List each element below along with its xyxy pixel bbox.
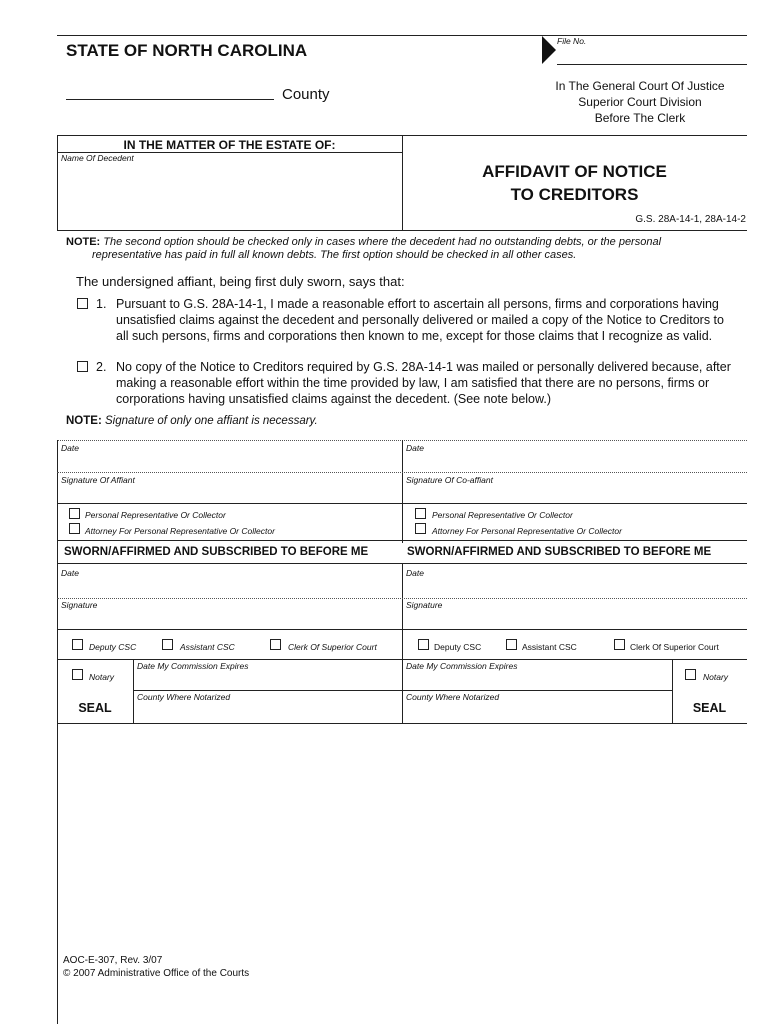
- note-2-text: Signature of only one affiant is necessary.: [104, 415, 318, 427]
- sig-grid-center-divider-1: [402, 440, 403, 543]
- right-commission-label: Date My Commission Expires: [406, 661, 518, 671]
- statute-reference: G.S. 28A-14-1, 28A-14-2: [635, 214, 746, 225]
- rule-before-notary: [57, 659, 747, 660]
- left-date2-field[interactable]: [60, 580, 398, 596]
- rule-after-signature: [57, 503, 747, 504]
- right-signature-label: Signature: [406, 600, 443, 610]
- right-county-notarized-label: County Where Notarized: [406, 692, 500, 702]
- option-2-checkbox[interactable]: [77, 361, 88, 372]
- note-1-text-2: representative has paid in full all known debts. The first option should be checked in all other cases.: [92, 249, 577, 261]
- option-2-line-3: corporations having unsatisfied claims against the decedent. (See note below.): [116, 392, 551, 406]
- right-clerk-checkbox[interactable]: [614, 639, 625, 650]
- left-notary-label: Notary: [89, 672, 115, 682]
- left-deputy-label: Deputy CSC: [89, 642, 137, 652]
- right-notary-label: Notary: [703, 672, 729, 682]
- left-signature-field[interactable]: [60, 612, 398, 626]
- note-1-text-1: The second option should be checked only in cases where the decedent had no outstanding debts, or the personal: [103, 236, 662, 248]
- right-role-1-checkbox[interactable]: [415, 508, 426, 519]
- right-date-label: Date: [406, 443, 424, 453]
- right-role-1-label: Personal Representative Or Collector: [432, 510, 573, 520]
- county-line[interactable]: [66, 99, 274, 100]
- county-label: County: [282, 86, 330, 103]
- right-clerk-label: Clerk Of Superior Court: [630, 642, 719, 652]
- note-2-label: NOTE:: [66, 415, 102, 427]
- left-deputy-checkbox[interactable]: [72, 639, 83, 650]
- right-deputy-checkbox[interactable]: [418, 639, 429, 650]
- rule-after-signature2: [57, 629, 747, 630]
- right-county-notarized-field[interactable]: [405, 704, 667, 720]
- option-2-num: 2.: [96, 360, 107, 374]
- right-seal-label: SEAL: [692, 701, 727, 715]
- right-deputy-label: Deputy CSC: [434, 642, 482, 652]
- option-2-line-2: making a reasonable effort within the time provided by law, I am satisfied that there are no persons, firms or: [116, 376, 710, 390]
- sig-grid-left-border: [57, 440, 58, 1024]
- right-signature-coaffiant-field[interactable]: [405, 487, 743, 501]
- matter-label: IN THE MATTER OF THE ESTATE OF:: [123, 138, 336, 152]
- file-no-line[interactable]: [557, 64, 747, 65]
- rule-after-seal: [57, 723, 747, 724]
- option-2-line-1: No copy of the Notice to Creditors required by G.S. 28A-14-1 was mailed or personally delivered because, after: [116, 360, 731, 374]
- left-date2-label: Date: [61, 568, 79, 578]
- form-title-line-2: TO CREDITORS: [510, 185, 639, 204]
- court-line-2: Superior Court Division: [578, 95, 702, 109]
- form-title: [402, 160, 747, 206]
- right-sworn-heading: SWORN/AFFIRMED AND SUBSCRIBED TO BEFORE ME: [407, 546, 712, 558]
- top-rule: [57, 35, 747, 36]
- option-1-num: 1.: [96, 297, 107, 311]
- left-clerk-label: Clerk Of Superior Court: [288, 642, 377, 652]
- right-assistant-label: Assistant CSC: [522, 642, 577, 652]
- court-line-1: In The General Court Of Justice: [555, 79, 725, 93]
- rule-after-sworn: [57, 563, 747, 564]
- left-date-field[interactable]: [60, 455, 398, 471]
- option-1-line-2: unsatisfied claims against the decedent and personally delivered or mailed a copy of the Notice to Creditors to: [116, 313, 724, 327]
- left-sworn-heading: SWORN/AFFIRMED AND SUBSCRIBED TO BEFORE ME: [64, 546, 369, 558]
- left-clerk-checkbox[interactable]: [270, 639, 281, 650]
- right-assistant-checkbox[interactable]: [506, 639, 517, 650]
- note-1: [66, 236, 746, 262]
- left-notary-checkbox[interactable]: [72, 669, 83, 680]
- file-no-label: File No.: [557, 36, 587, 46]
- rule-after-date2: [57, 598, 747, 599]
- form-title-line-1: AFFIDAVIT OF NOTICE: [482, 162, 667, 181]
- option-1-checkbox[interactable]: [77, 298, 88, 309]
- arrow-marker-icon: [540, 36, 558, 64]
- left-commission-field[interactable]: [137, 673, 399, 687]
- left-assistant-checkbox[interactable]: [162, 639, 173, 650]
- note-1-label: NOTE:: [66, 236, 101, 248]
- note-2: [66, 415, 318, 427]
- sig-grid-center-divider-2: [402, 563, 403, 723]
- copyright: © 2007 Administrative Office of the Courts: [63, 968, 250, 979]
- right-commission-rule: [402, 690, 672, 691]
- right-notary-checkbox[interactable]: [685, 669, 696, 680]
- state-heading: STATE OF NORTH CAROLINA: [66, 41, 308, 60]
- left-seal-label: SEAL: [78, 701, 112, 715]
- left-role-2-checkbox[interactable]: [69, 523, 80, 534]
- right-role-2-checkbox[interactable]: [415, 523, 426, 534]
- left-commission-rule: [133, 690, 402, 691]
- right-commission-field[interactable]: [405, 673, 667, 687]
- option-2-text: [116, 359, 746, 407]
- right-signature-coaffiant-label: Signature Of Co-affiant: [406, 475, 493, 485]
- right-role-2-label: Attorney For Personal Representative Or Collector: [432, 526, 622, 536]
- option-1-text: [116, 296, 746, 344]
- court-line-3: Before The Clerk: [594, 111, 686, 125]
- left-county-notarized-label: County Where Notarized: [137, 692, 231, 702]
- left-role-1-checkbox[interactable]: [69, 508, 80, 519]
- left-signature-affiant-field[interactable]: [60, 487, 398, 501]
- left-role-2-label: Attorney For Personal Representative Or Collector: [85, 526, 275, 536]
- left-role-1-label: Personal Representative Or Collector: [85, 510, 226, 520]
- decedent-label: Name Of Decedent: [61, 153, 134, 163]
- left-assistant-label: Assistant CSC: [180, 642, 235, 652]
- right-date-field[interactable]: [405, 455, 743, 471]
- left-signature-label: Signature: [61, 600, 98, 610]
- right-signature-field[interactable]: [405, 612, 743, 626]
- right-date2-label: Date: [406, 568, 424, 578]
- affiant-intro: The undersigned affiant, being first duly sworn, says that:: [76, 274, 405, 289]
- option-1-line-1: Pursuant to G.S. 28A-14-1, I made a reasonable effort to ascertain all persons, firms and corporations having: [116, 297, 719, 311]
- title-bottom-rule: [57, 230, 747, 231]
- option-1-line-3: all such persons, firms and corporations then known to me, except for those claims that I recognize as valid.: [116, 329, 713, 343]
- left-county-notarized-field[interactable]: [137, 704, 399, 720]
- left-signature-affiant-label: Signature Of Affiant: [61, 475, 135, 485]
- rule-before-sworn: [57, 540, 747, 541]
- left-date-label: Date: [61, 443, 79, 453]
- left-commission-label: Date My Commission Expires: [137, 661, 249, 671]
- right-date2-field[interactable]: [405, 580, 743, 596]
- form-number: AOC-E-307, Rev. 3/07: [63, 955, 163, 966]
- court-info: [530, 78, 750, 126]
- rule-after-date: [57, 472, 747, 473]
- left-seal-divider: [133, 659, 134, 723]
- decedent-field[interactable]: [60, 166, 398, 226]
